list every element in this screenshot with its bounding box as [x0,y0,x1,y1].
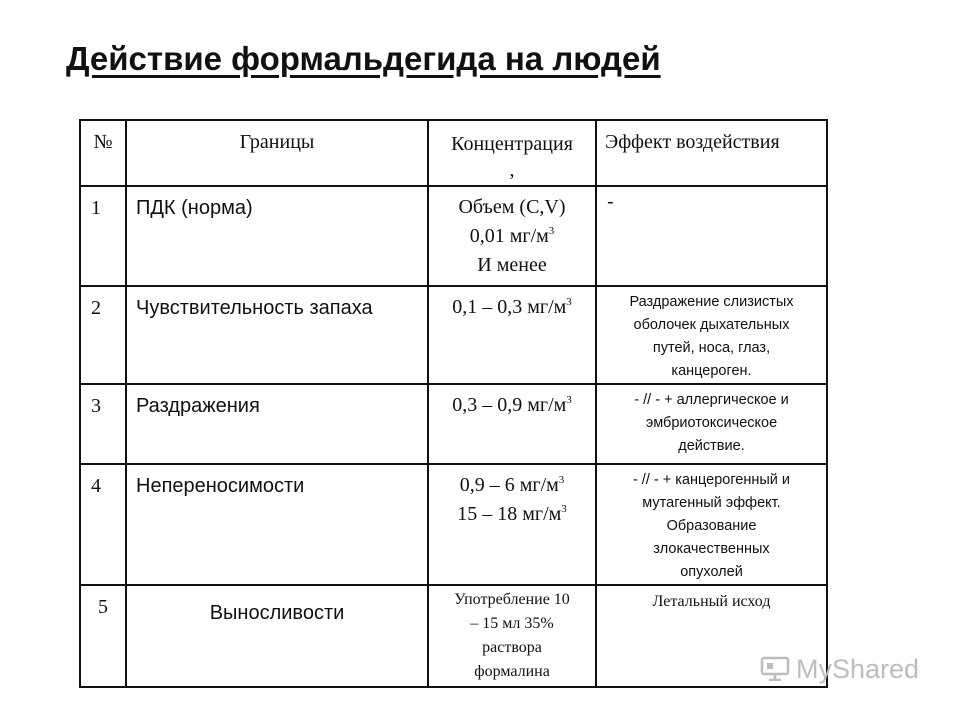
row-bound: ПДК (норма) [126,186,428,286]
conc-line: – 15 мл 35% [470,615,554,632]
table-row [80,384,827,464]
conc-line [429,293,595,322]
conc-line: раствора [482,639,542,656]
row-bound: Чувствительность запаха [126,286,428,384]
conc-exponent: 3 [558,474,565,486]
header-effect: Эффект воздействия [596,120,827,186]
conc-line [429,391,595,420]
conc-exponent: 3 [566,296,572,308]
conc-line: Употребление 10 [454,591,570,608]
row-num: 3 [80,384,126,464]
row-bound: Раздражения [126,384,428,464]
effect-line: путей, носа, глаз, [652,340,771,356]
conc-line [429,471,595,500]
presentation-icon [760,655,790,681]
row-num: 1 [80,186,126,286]
conc-value: 0,1 – 0,3 мг/м [452,296,567,318]
header-concentration-comma: , [509,159,515,181]
header-bounds: Границы [126,120,428,186]
effect-line: - // - + канцерогенный и [632,472,791,488]
conc-line [429,222,595,251]
conc-line: И менее [477,254,547,276]
table-row [80,464,827,585]
effect-line: Образование [666,518,757,534]
conc-line: Объем (С,V) [458,196,566,218]
row-concentration [428,464,596,585]
header-num: № [80,120,126,186]
page-title: Действие формальдегида на людей [66,40,661,77]
formaldehyde-table [79,119,828,688]
table-row [80,286,827,384]
row-num: 2 [80,286,126,384]
row-effect [596,286,827,384]
header-concentration [428,120,596,186]
effect-line: - // - + аллергическое и [634,392,789,408]
effect-line: злокачественных [653,541,770,557]
row-num: 5 [80,585,126,687]
conc-exponent: 3 [561,503,567,515]
conc-value: 15 – 18 мг/м [457,503,562,525]
effect-line: Раздражение слизистых [629,294,794,310]
conc-value: 0,9 – 6 мг/м [459,474,559,496]
conc-value: 0,01 мг/м [469,225,549,247]
effect-line: мутагенный эффект. [642,495,781,511]
conc-line [429,500,595,529]
effect-line: оболочек дыхательных [633,317,790,333]
effect-line: эмбриотоксическое [645,415,778,431]
table-row [80,585,827,687]
row-concentration [428,585,596,687]
effect-line: действие. [678,438,745,454]
row-effect [596,384,827,464]
row-num: 4 [80,464,126,585]
row-concentration [428,286,596,384]
table-row [80,186,827,286]
watermark-text: MyShared [796,654,920,684]
table-header-row [80,120,827,186]
row-bound: Выносливости [126,585,428,687]
conc-exponent: 3 [548,225,555,237]
row-effect [596,464,827,585]
effect-line: опухолей [680,564,743,580]
header-concentration-text: Концентрация [451,133,573,155]
row-concentration [428,186,596,286]
effect-line: канцероген. [671,363,752,379]
conc-line: формалина [474,663,550,680]
row-concentration [428,384,596,464]
conc-exponent: 3 [566,394,572,406]
row-bound: Непереносимости [126,464,428,585]
watermark [760,654,919,685]
conc-value: 0,3 – 0,9 мг/м [452,394,567,416]
row-effect: - [596,186,827,286]
effect-line: Летальный исход [652,593,771,610]
